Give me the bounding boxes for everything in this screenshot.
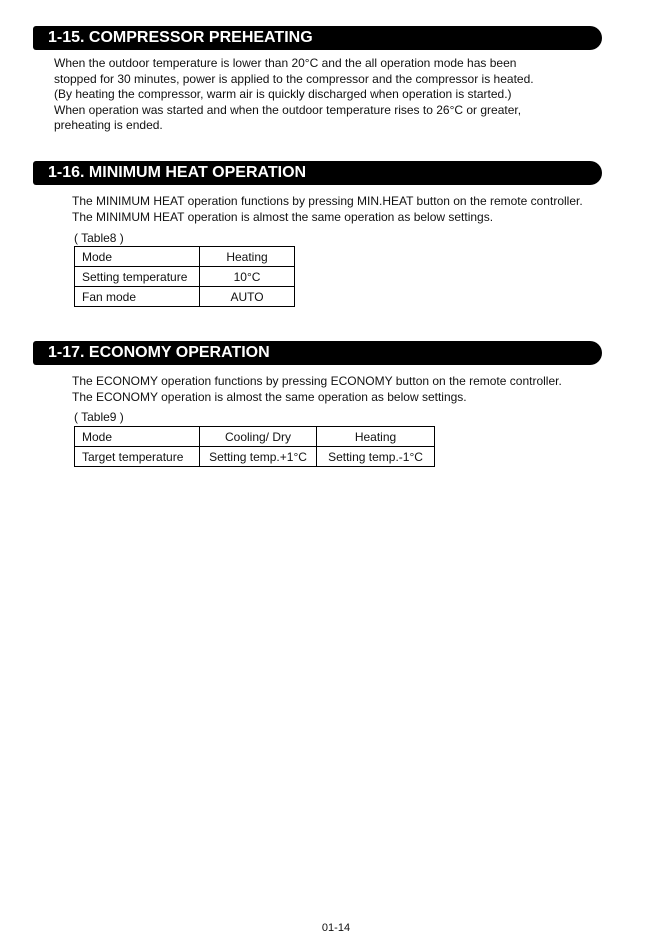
table-row xyxy=(75,447,435,467)
minimum-heat-settings-table xyxy=(74,246,295,307)
table-cell: Mode xyxy=(75,247,200,267)
body-line: When the outdoor temperature is lower than 20°C and the all operation mode has been xyxy=(54,56,517,70)
section-body-economy-operation xyxy=(72,374,562,405)
body-line: The ECONOMY operation is almost the same operation as below settings. xyxy=(72,389,467,404)
body-line: The MINIMUM HEAT operation is almost the same operation as below settings. xyxy=(72,209,494,224)
table-cell: Setting temp.+1°C xyxy=(200,447,317,467)
table-cell: Mode xyxy=(75,427,200,447)
table-cell: Cooling/ Dry xyxy=(200,427,317,447)
body-line: When operation was started and when the outdoor temperature rises to 26°C or greater, xyxy=(54,102,522,117)
table-cell: Heating xyxy=(317,427,435,447)
section-heading-compressor-preheating: 1-15. COMPRESSOR PREHEATING xyxy=(33,26,602,50)
table-row xyxy=(75,267,295,287)
table-cell: Fan mode xyxy=(75,287,200,307)
section-body-compressor-preheating xyxy=(54,56,534,134)
table-cell: 10°C xyxy=(200,267,295,287)
body-line: The MINIMUM HEAT operation functions by pressing MIN.HEAT button on the remote controller. xyxy=(72,194,583,208)
table-row xyxy=(75,287,295,307)
table-caption: ( Table9 ) xyxy=(74,410,124,424)
table-caption: ( Table8 ) xyxy=(74,231,124,245)
body-line: (By heating the compressor, warm air is quickly discharged when operation is started.) xyxy=(54,87,512,101)
page-number: 01-14 xyxy=(321,922,351,934)
table-cell: AUTO xyxy=(200,287,295,307)
table-row xyxy=(75,427,435,447)
section-body-minimum-heat xyxy=(72,194,583,225)
table-cell: Setting temperature xyxy=(75,267,200,287)
table-cell: Setting temp.-1°C xyxy=(317,447,435,467)
table-row xyxy=(75,247,295,267)
section-heading-minimum-heat: 1-16. MINIMUM HEAT OPERATION xyxy=(33,161,602,185)
body-line: preheating is ended. xyxy=(54,118,163,132)
body-line: The ECONOMY operation functions by pressing ECONOMY button on the remote controller. xyxy=(72,374,562,388)
table-cell: Target temperature xyxy=(75,447,200,467)
economy-settings-table xyxy=(74,426,435,467)
body-line: stopped for 30 minutes, power is applied to the compressor and the compressor is heated. xyxy=(54,71,534,86)
table-cell: Heating xyxy=(200,247,295,267)
section-heading-economy-operation: 1-17. ECONOMY OPERATION xyxy=(33,341,602,365)
